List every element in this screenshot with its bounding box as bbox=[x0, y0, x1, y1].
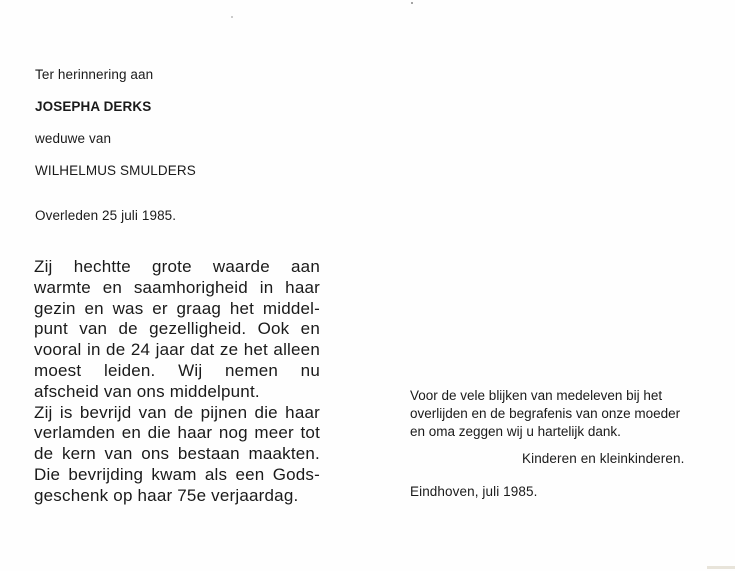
thanks-line: en oma zeggen wij u hartelijk dank. bbox=[410, 424, 621, 439]
memorial-paragraph bbox=[34, 257, 320, 507]
paragraph-line: vooral in de 24 jaar dat ze het alleen bbox=[34, 340, 320, 360]
paragraph-line: punt van de gezelligheid. Ook en bbox=[34, 319, 320, 339]
thanks-line: overlijden en de begrafenis van onze moeder bbox=[410, 406, 681, 421]
death-date: Overleden 25 juli 1985. bbox=[35, 208, 177, 223]
paragraph-line: warmte en saamhorigheid in haar bbox=[34, 277, 320, 297]
thanks-line: Voor de vele blijken van medeleven bij het bbox=[410, 388, 663, 403]
paragraph-line: geschenk op haar 75e verjaardag. bbox=[34, 485, 299, 505]
place-date: Eindhoven, juli 1985. bbox=[410, 484, 538, 499]
paragraph-line: Zij hechtte grote waarde aan bbox=[34, 257, 320, 276]
paper-speck bbox=[231, 16, 233, 18]
relation-text: weduwe van bbox=[35, 131, 112, 146]
paper-speck bbox=[411, 2, 413, 4]
paragraph-line: afscheid van ons middelpunt. bbox=[34, 381, 260, 401]
signature-text: Kinderen en kleinkinderen. bbox=[522, 451, 685, 466]
paragraph-line: gezin en was er graag het middel- bbox=[34, 298, 320, 318]
paper-edge bbox=[707, 566, 735, 569]
intro-text: Ter herinnering aan bbox=[35, 67, 154, 82]
deceased-name: JOSEPHA DERKS bbox=[35, 99, 152, 114]
paragraph-line: de kern van ons bestaan maakten. bbox=[34, 444, 320, 464]
thanks-block bbox=[410, 387, 700, 441]
paragraph-line: Zij is bevrijd van de pijnen die haar bbox=[34, 402, 320, 422]
paragraph-line: verlamden en die haar nog meer tot bbox=[34, 423, 320, 443]
paragraph-line: Die bevrijding kwam als een Gods- bbox=[34, 464, 320, 484]
spouse-name: WILHELMUS SMULDERS bbox=[35, 163, 196, 178]
paragraph-line: moest leiden. Wij nemen nu bbox=[34, 360, 320, 380]
